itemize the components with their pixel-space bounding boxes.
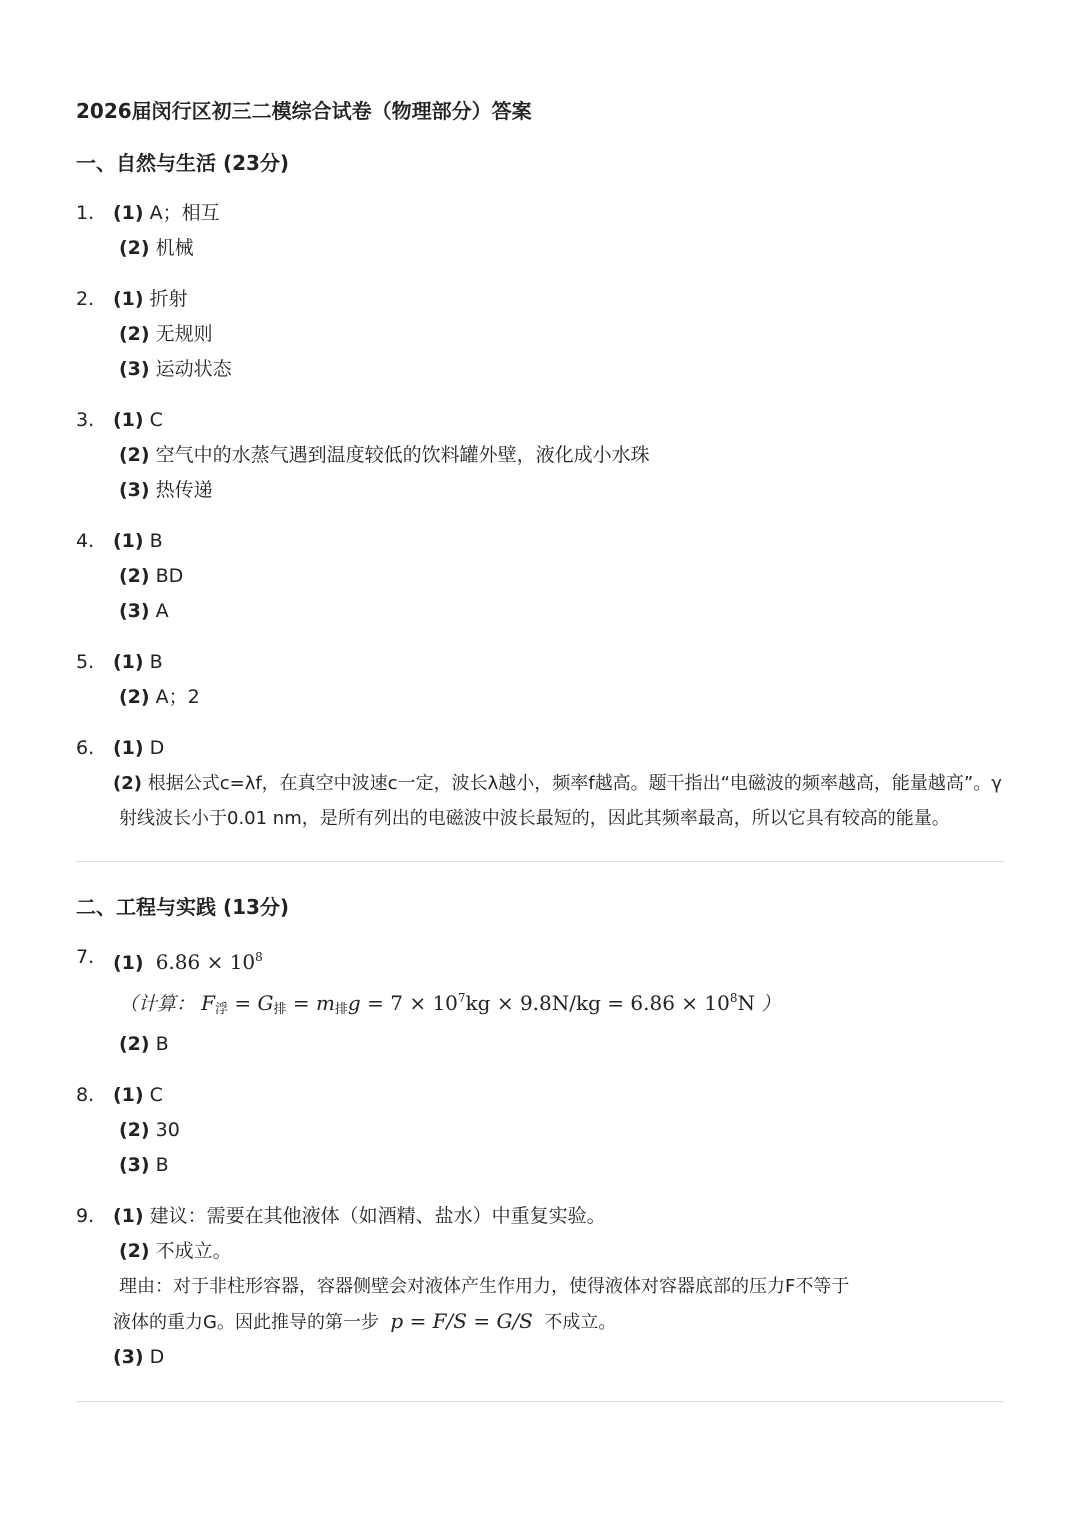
question-3 bbox=[76, 403, 1004, 508]
answer-part: (2) 机械 bbox=[119, 237, 194, 259]
answer-part: (3) 运动状态 bbox=[119, 358, 232, 380]
calculation-note: （计算： $F_浮 = G_排 = m_排g = 7 \times 10^7kg \times 9.8N/kg = 6.86 \times 10^8N$ ） bbox=[119, 991, 781, 1017]
question-7 bbox=[76, 940, 1004, 1062]
answer-part: (2) A；2 bbox=[119, 686, 200, 708]
question-number: 9. bbox=[76, 1205, 95, 1227]
answer-part: (1) C bbox=[113, 409, 163, 431]
answer-part: (1) C bbox=[113, 1084, 163, 1106]
answer-part: (3) 热传递 bbox=[119, 479, 213, 501]
answer-part: (2) 不成立。 bbox=[119, 1240, 232, 1262]
answer-part: (1) A；相互 bbox=[113, 202, 220, 224]
question-number: 1. bbox=[76, 202, 95, 224]
answer-part: (1) B bbox=[113, 651, 163, 673]
question-5 bbox=[76, 645, 1004, 715]
document-title: 2026届闵行区初三二模综合试卷（物理部分）答案 bbox=[76, 99, 532, 123]
answer-part: (2) BD bbox=[119, 565, 184, 587]
reason-line-1: 理由：对于非柱形容器，容器侧壁会对液体产生作用力，使得液体对容器底部的压力F不等于 bbox=[119, 1276, 850, 1297]
section-1-questions bbox=[76, 196, 1004, 836]
answer-part: (1) D bbox=[113, 737, 165, 759]
question-8 bbox=[76, 1078, 1004, 1183]
section-divider bbox=[76, 1401, 1004, 1402]
question-9 bbox=[76, 1199, 1004, 1375]
section-divider bbox=[76, 861, 1004, 862]
answer-document bbox=[76, 96, 1004, 1402]
question-number: 6. bbox=[76, 737, 95, 759]
answer-part: (2) B bbox=[119, 1033, 169, 1055]
question-number: 5. bbox=[76, 651, 95, 673]
question-number: 2. bbox=[76, 288, 95, 310]
answer-part: (1) $6.86 \times 10^8$ bbox=[113, 950, 263, 974]
answer-part: (1) 折射 bbox=[113, 288, 188, 310]
answer-part: (3) A bbox=[119, 600, 169, 622]
answer-part: (3) D bbox=[113, 1346, 165, 1368]
question-1 bbox=[76, 196, 1004, 266]
answer-part: (3) B bbox=[119, 1154, 169, 1176]
answer-part: (1) 建议：需要在其他液体（如酒精、盐水）中重复实验。 bbox=[113, 1205, 606, 1227]
question-6 bbox=[76, 731, 1004, 836]
question-number: 3. bbox=[76, 409, 95, 431]
answer-part: (2) 无规则 bbox=[119, 323, 213, 345]
answer-formula: $6.86 \times 10^8$ bbox=[155, 950, 263, 974]
section-heading-1: 一、自然与生活 (23分) bbox=[76, 151, 290, 175]
pressure-formula: p = F/S = G/S bbox=[390, 1309, 533, 1333]
question-number: 4. bbox=[76, 530, 95, 552]
section-heading-2: 二、工程与实践 (13分) bbox=[76, 895, 290, 919]
answer-part: (2) 30 bbox=[119, 1119, 180, 1141]
question-number: 7. bbox=[76, 946, 95, 968]
question-2 bbox=[76, 282, 1004, 387]
section-2-questions bbox=[76, 940, 1004, 1375]
question-number: 8. bbox=[76, 1084, 95, 1106]
question-4 bbox=[76, 524, 1004, 629]
reason-line-2: 液体的重力G。因此推导的第一步 p = F/S = G/S 不成立。 bbox=[113, 1309, 617, 1333]
answer-part: (1) B bbox=[113, 530, 163, 552]
answer-part: (2) 根据公式c=λf，在真空中波速c一定，波长λ越小，频率f越高。题干指出“电磁波的频率越高，能量越高”。γ射线波长小于0.01 nm，是所有列出的电磁波中波长最短的，因此其频率最高，所以它具有较高的能量。 bbox=[113, 773, 1002, 829]
answer-part: (2) 空气中的水蒸气遇到温度较低的饮料罐外壁，液化成小水珠 bbox=[119, 444, 650, 466]
